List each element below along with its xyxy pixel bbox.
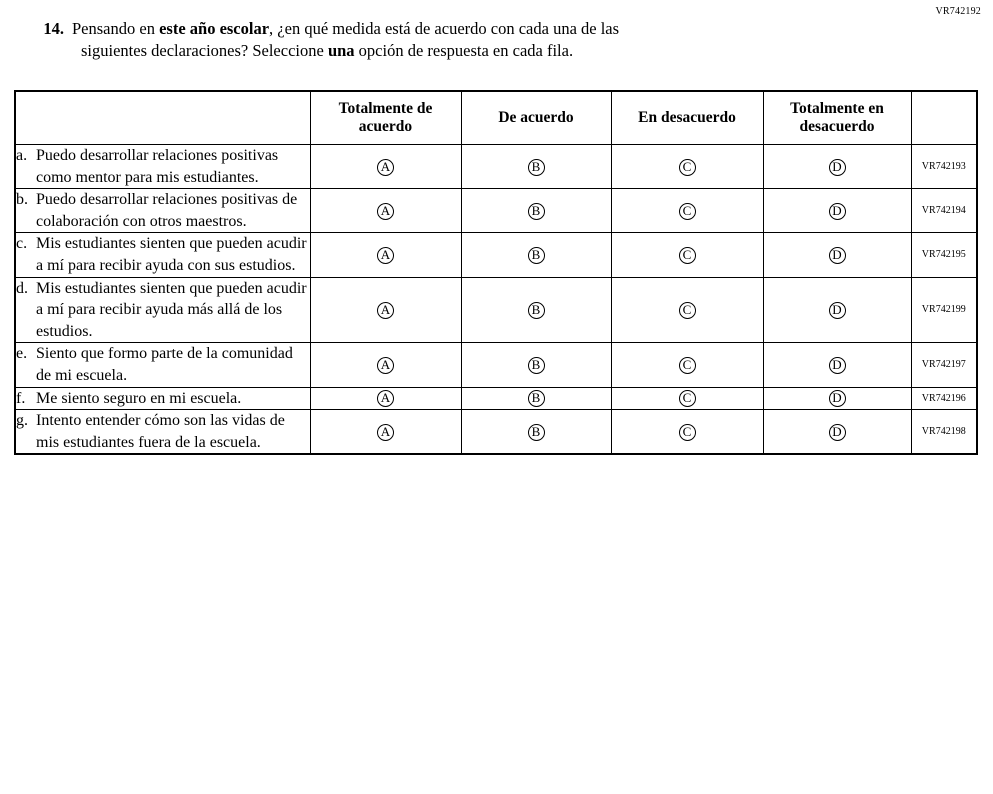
row-id-a: VR742193 — [911, 145, 977, 189]
option-d-row-f[interactable] — [763, 387, 911, 410]
option-c-row-d[interactable] — [611, 277, 763, 343]
option-a-row-b[interactable] — [310, 189, 461, 233]
table-row — [15, 277, 977, 343]
option-a-row-e[interactable] — [310, 343, 461, 387]
option-a-row-g[interactable] — [310, 410, 461, 455]
bubble-a[interactable]: A — [377, 159, 394, 176]
question-number: 14. — [43, 19, 64, 38]
option-a-row-d[interactable] — [310, 277, 461, 343]
row-letter-d: d. — [16, 279, 28, 297]
option-a-row-a[interactable] — [310, 145, 461, 189]
bubble-d[interactable]: D — [829, 357, 846, 374]
bubble-c[interactable]: C — [679, 424, 696, 441]
row-stem-g — [15, 410, 310, 455]
bubble-b[interactable]: B — [528, 247, 545, 264]
row-stem-f — [15, 387, 310, 410]
row-stem-d — [15, 277, 310, 343]
bubble-b[interactable]: B — [528, 357, 545, 374]
row-id-d: VR742199 — [911, 277, 977, 343]
row-letter-b: b. — [16, 191, 28, 209]
table-row — [15, 145, 977, 189]
option-c-row-a[interactable] — [611, 145, 763, 189]
question-line2-post: opción de respuesta en cada fila. — [354, 41, 574, 61]
row-stem-c — [15, 233, 310, 277]
row-id-f: VR742196 — [911, 387, 977, 410]
question-line1-bold: este año escolar — [159, 19, 270, 38]
row-letter-f: f. — [16, 389, 26, 407]
bubble-a[interactable]: A — [377, 247, 394, 264]
table-row — [15, 189, 977, 233]
bubble-a[interactable]: A — [377, 357, 394, 374]
row-stem-b — [15, 189, 310, 233]
header-id-column — [911, 91, 977, 145]
option-b-row-c[interactable] — [461, 233, 611, 277]
bubble-d[interactable]: D — [829, 247, 846, 264]
bubble-d[interactable]: D — [829, 390, 846, 407]
option-d-row-b[interactable] — [763, 189, 911, 233]
question-line1-pre: Pensando en — [72, 19, 160, 38]
bubble-d[interactable]: D — [829, 424, 846, 441]
option-b-row-d[interactable] — [461, 277, 611, 343]
row-text-a: Puedo desarrollar relaciones positivas como mentor para mis estudiantes. — [36, 147, 279, 186]
page-identifier: VR742192 — [935, 6, 981, 17]
option-a-row-f[interactable] — [310, 387, 461, 410]
bubble-b[interactable]: B — [528, 424, 545, 441]
option-d-row-g[interactable] — [763, 410, 911, 455]
row-text-c: Mis estudiantes sienten que pueden acudir a mí para recibir ayuda con sus estudios. — [36, 235, 307, 274]
bubble-b[interactable]: B — [528, 302, 545, 319]
option-c-row-g[interactable] — [611, 410, 763, 455]
bubble-d[interactable]: D — [829, 302, 846, 319]
option-b-row-a[interactable] — [461, 145, 611, 189]
bubble-a[interactable]: A — [377, 390, 394, 407]
row-letter-a: a. — [16, 147, 28, 164]
bubble-a[interactable]: A — [377, 424, 394, 441]
option-a-row-c[interactable] — [310, 233, 461, 277]
bubble-b[interactable]: B — [528, 203, 545, 220]
option-d-row-a[interactable] — [763, 145, 911, 189]
bubble-c[interactable]: C — [679, 390, 696, 407]
question-line2-bold: una — [327, 41, 355, 61]
bubble-d[interactable]: D — [829, 203, 846, 220]
row-stem-e — [15, 343, 310, 387]
bubble-c[interactable]: C — [679, 357, 696, 374]
header-de-acuerdo: De acuerdo — [461, 91, 611, 145]
row-id-g: VR742198 — [911, 410, 977, 455]
row-text-g: Intento entender cómo son las vidas de mis estudiantes fuera de la escuela. — [36, 412, 285, 451]
header-en-desacuerdo: En desacuerdo — [611, 91, 763, 145]
bubble-b[interactable]: B — [528, 390, 545, 407]
bubble-b[interactable]: B — [528, 159, 545, 176]
row-id-b: VR742194 — [911, 189, 977, 233]
row-letter-c: c. — [16, 235, 28, 253]
question-prompt — [30, 18, 860, 63]
question-line2 — [72, 40, 619, 62]
row-letter-g: g. — [16, 412, 28, 430]
question-text — [72, 18, 619, 63]
bubble-a[interactable]: A — [377, 302, 394, 319]
header-corner — [15, 91, 310, 145]
option-b-row-g[interactable] — [461, 410, 611, 455]
header-totalmente-en-desacuerdo: Totalmente en desacuerdo — [763, 91, 911, 145]
bubble-c[interactable]: C — [679, 302, 696, 319]
table-row — [15, 387, 977, 410]
header-totalmente-de-acuerdo: Totalmente de acuerdo — [310, 91, 461, 145]
response-grid — [14, 90, 978, 455]
bubble-c[interactable]: C — [679, 203, 696, 220]
option-c-row-b[interactable] — [611, 189, 763, 233]
bubble-a[interactable]: A — [377, 203, 394, 220]
option-d-row-c[interactable] — [763, 233, 911, 277]
row-text-f: Me siento seguro en mi escuela. — [36, 389, 242, 407]
option-c-row-f[interactable] — [611, 387, 763, 410]
row-text-b: Puedo desarrollar relaciones positivas de colaboración con otros maestros. — [36, 191, 298, 230]
row-text-e: Siento que formo parte de la comunidad de mi escuela. — [36, 345, 293, 384]
table-row — [15, 343, 977, 387]
row-letter-e: e. — [16, 345, 28, 363]
option-d-row-e[interactable] — [763, 343, 911, 387]
row-id-c: VR742195 — [911, 233, 977, 277]
row-text-d: Mis estudiantes sienten que pueden acudir a mí para recibir ayuda más allá de los estudios. — [36, 279, 307, 340]
option-b-row-f[interactable] — [461, 387, 611, 410]
bubble-c[interactable]: C — [679, 159, 696, 176]
option-b-row-e[interactable] — [461, 343, 611, 387]
row-id-e: VR742197 — [911, 343, 977, 387]
table-header-row — [15, 91, 977, 145]
bubble-c[interactable]: C — [679, 247, 696, 264]
option-b-row-b[interactable] — [461, 189, 611, 233]
question-line1-post: , ¿en qué medida está de acuerdo con cada una de las — [269, 19, 620, 38]
question-line2-pre: siguientes declaraciones? Seleccione — [81, 41, 328, 61]
option-c-row-e[interactable] — [611, 343, 763, 387]
bubble-d[interactable]: D — [829, 159, 846, 176]
row-stem-a — [15, 145, 310, 189]
table-row — [15, 233, 977, 277]
option-c-row-c[interactable] — [611, 233, 763, 277]
option-d-row-d[interactable] — [763, 277, 911, 343]
table-row — [15, 410, 977, 455]
